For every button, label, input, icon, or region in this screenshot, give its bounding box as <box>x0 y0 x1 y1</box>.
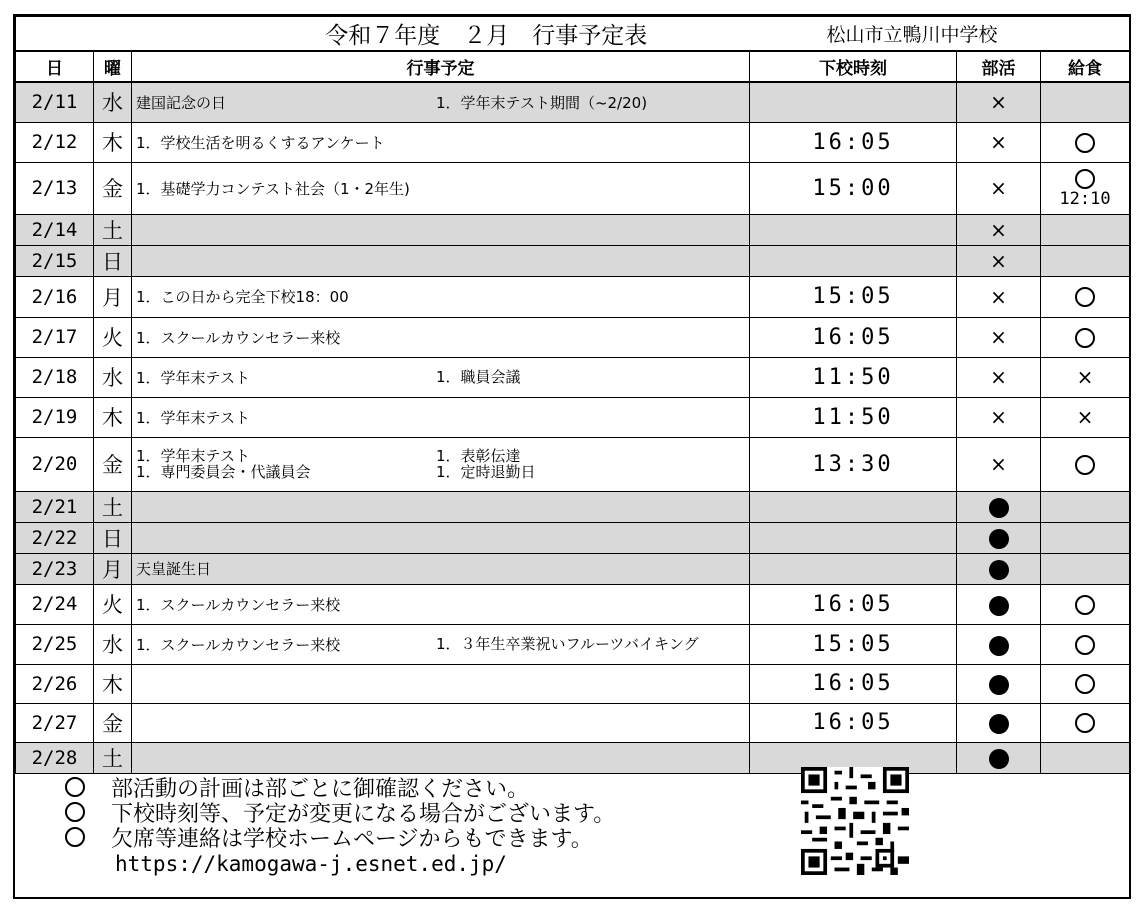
events-cell <box>132 317 750 357</box>
club-cross-icon: × <box>990 405 1007 429</box>
club-activity-cell <box>957 245 1041 276</box>
date-cell: 2/28 <box>16 742 94 773</box>
events-cell <box>132 553 750 584</box>
event-text: 1．この日から完全下校18：00 <box>136 288 349 307</box>
events-cell <box>132 437 750 491</box>
event-text: 1．表彰伝達 <box>436 447 521 465</box>
events-primary-lines <box>136 95 226 111</box>
club-cross-icon: × <box>990 248 1007 273</box>
event-text: 建国記念の日 <box>136 94 227 112</box>
lunch-circle-icon <box>1075 595 1095 615</box>
club-filled-circle-icon <box>989 596 1009 616</box>
events-cell <box>132 664 750 703</box>
weekday-cell: 土 <box>94 742 132 773</box>
events-primary <box>136 714 436 732</box>
events-primary <box>136 368 436 386</box>
events-cell <box>132 491 750 522</box>
school-lunch-cell <box>1041 397 1130 437</box>
event-text: 1．学年末テスト <box>136 408 250 427</box>
lunch-circle-icon <box>1075 713 1095 733</box>
club-activity-cell <box>957 317 1041 357</box>
events-cell <box>132 703 750 742</box>
events-cell <box>132 522 750 553</box>
event-text: 1．学年末テスト <box>136 447 250 465</box>
table-row <box>16 624 1130 664</box>
dismissal-time-cell: 13:30 <box>750 437 957 491</box>
date-cell: 2/12 <box>16 122 94 162</box>
weekday-cell: 水 <box>94 357 132 397</box>
club-activity-cell <box>957 553 1041 584</box>
events-primary-lines <box>136 448 311 480</box>
events-primary <box>136 328 436 346</box>
events-cell <box>132 624 750 664</box>
school-lunch-cell <box>1041 553 1130 584</box>
table-row <box>16 162 1130 214</box>
school-lunch-cell <box>1041 491 1130 522</box>
club-activity-cell <box>957 397 1041 437</box>
date-cell: 2/26 <box>16 664 94 703</box>
club-activity-cell <box>957 624 1041 664</box>
schedule-sheet <box>13 14 1131 899</box>
weekday-cell: 水 <box>94 82 132 122</box>
event-text: 1．学年末テスト期間（~2/20) <box>436 93 648 112</box>
club-filled-circle-icon <box>989 714 1009 734</box>
table-row <box>16 317 1130 357</box>
lunch-cross-icon: × <box>1076 405 1094 429</box>
table-row <box>16 122 1130 162</box>
table-row <box>16 245 1130 276</box>
dismissal-time-cell: 16:05 <box>750 317 957 357</box>
table-row <box>16 397 1130 437</box>
dismissal-time-cell: 11:50 <box>750 397 957 437</box>
school-lunch-cell <box>1041 703 1130 742</box>
schedule-rows <box>16 82 1130 773</box>
dismissal-time-cell <box>750 553 957 584</box>
event-text: 1．学校生活を明るくするアンケート <box>136 133 385 152</box>
date-cell: 2/21 <box>16 491 94 522</box>
schedule-table <box>15 16 1130 774</box>
events-secondary <box>436 369 521 385</box>
events-primary-lines <box>136 637 340 653</box>
school-lunch-cell <box>1041 245 1130 276</box>
weekday-cell: 土 <box>94 214 132 245</box>
events-primary <box>136 288 436 306</box>
school-lunch-cell <box>1041 624 1130 664</box>
date-cell: 2/18 <box>16 357 94 397</box>
event-text: 1．３年生卒業祝いフルーツバイキング <box>436 635 699 654</box>
events-primary-lines <box>136 597 340 613</box>
weekday-cell: 金 <box>94 437 132 491</box>
note-text: 部活動の計画は部ごとに御確認ください。 <box>111 777 530 802</box>
events-primary-lines <box>136 181 410 197</box>
date-cell: 2/14 <box>16 214 94 245</box>
event-text: 1．スクールカウンセラー来校 <box>136 328 341 347</box>
dismissal-time-cell <box>750 82 957 122</box>
date-cell: 2/27 <box>16 703 94 742</box>
date-cell: 2/23 <box>16 553 94 584</box>
table-row <box>16 522 1130 553</box>
event-text: 1．専門委員会・代議員会 <box>136 463 311 481</box>
club-cross-icon: × <box>990 130 1007 154</box>
col-header-dismissal: 下校時刻 <box>750 51 957 82</box>
qr-code-icon[interactable] <box>801 762 909 880</box>
events-cell <box>132 357 750 397</box>
weekday-cell: 水 <box>94 624 132 664</box>
table-row <box>16 491 1130 522</box>
lunch-cross-icon: × <box>1076 365 1094 389</box>
club-filled-circle-icon <box>989 560 1009 580</box>
club-filled-circle-icon <box>989 498 1009 518</box>
date-cell: 2/19 <box>16 397 94 437</box>
weekday-cell: 木 <box>94 664 132 703</box>
table-row <box>16 553 1130 584</box>
club-activity-cell <box>957 122 1041 162</box>
school-lunch-cell <box>1041 214 1130 245</box>
column-header-row <box>16 51 1130 82</box>
club-activity-cell <box>957 82 1041 122</box>
club-filled-circle-icon <box>989 529 1009 549</box>
club-activity-cell <box>957 584 1041 624</box>
events-primary <box>136 94 436 112</box>
lunch-circle-icon <box>1075 328 1095 348</box>
lunch-time-note: 12:10 <box>1059 188 1111 209</box>
school-lunch-cell <box>1041 162 1130 214</box>
lunch-circle-icon <box>1075 287 1095 307</box>
weekday-cell: 火 <box>94 584 132 624</box>
weekday-cell: 土 <box>94 491 132 522</box>
event-text: 天皇誕生日 <box>136 560 212 579</box>
table-row <box>16 584 1130 624</box>
date-cell: 2/25 <box>16 624 94 664</box>
dismissal-time-cell <box>750 491 957 522</box>
events-cell <box>132 584 750 624</box>
school-lunch-cell <box>1041 122 1130 162</box>
table-row <box>16 437 1130 491</box>
club-activity-cell <box>957 437 1041 491</box>
club-cross-icon: × <box>990 365 1007 389</box>
weekday-cell: 日 <box>94 245 132 276</box>
club-cross-icon: × <box>990 284 1007 309</box>
note-item <box>65 776 529 804</box>
club-cross-icon: × <box>990 325 1007 349</box>
club-activity-cell <box>957 664 1041 703</box>
date-cell: 2/17 <box>16 317 94 357</box>
school-name-text: 松山市立鴨川中学校 <box>826 24 998 46</box>
club-activity-cell <box>957 162 1041 214</box>
dismissal-time-cell: 15:05 <box>750 624 957 664</box>
club-activity-cell <box>957 214 1041 245</box>
events-cell <box>132 122 750 162</box>
table-row <box>16 82 1130 122</box>
events-cell <box>132 397 750 437</box>
weekday-cell: 日 <box>94 522 132 553</box>
events-cell <box>132 82 750 122</box>
school-lunch-cell <box>1041 584 1130 624</box>
dismissal-time-cell <box>750 214 957 245</box>
events-cell <box>132 245 750 276</box>
circle-bullet-icon <box>65 827 85 847</box>
school-lunch-cell <box>1041 276 1130 317</box>
club-cross-icon: × <box>990 176 1007 200</box>
events-primary <box>136 529 436 547</box>
date-cell: 2/11 <box>16 82 94 122</box>
dismissal-time-cell: 16:05 <box>750 122 957 162</box>
table-row <box>16 276 1130 317</box>
club-activity-cell <box>957 357 1041 397</box>
events-primary-lines <box>136 135 385 151</box>
dismissal-time-cell: 16:05 <box>750 703 957 742</box>
note-item <box>65 826 593 854</box>
event-text: 1．スクールカウンセラー来校 <box>136 635 341 654</box>
events-secondary <box>436 636 699 652</box>
school-lunch-cell <box>1041 437 1130 491</box>
events-primary-lines <box>136 330 340 346</box>
events-primary-lines <box>136 410 250 426</box>
school-lunch-cell <box>1041 317 1130 357</box>
event-text: 1．定時退勤日 <box>436 463 536 481</box>
events-primary <box>136 221 436 239</box>
lunch-circle-icon <box>1075 674 1095 694</box>
events-primary-lines <box>136 289 349 305</box>
events-primary <box>136 252 436 270</box>
weekday-cell: 火 <box>94 317 132 357</box>
col-header-lunch: 給食 <box>1041 51 1130 82</box>
table-row <box>16 664 1130 703</box>
club-cross-icon: × <box>990 452 1007 476</box>
events-cell <box>132 162 750 214</box>
club-activity-cell <box>957 276 1041 317</box>
date-cell: 2/13 <box>16 162 94 214</box>
events-primary-lines <box>136 561 211 577</box>
dismissal-time-cell <box>750 522 957 553</box>
col-header-club: 部活 <box>957 51 1041 82</box>
club-filled-circle-icon <box>989 636 1009 656</box>
dismissal-time-cell: 11:50 <box>750 357 957 397</box>
events-primary <box>136 448 436 480</box>
date-cell: 2/15 <box>16 245 94 276</box>
page-title: 令和７年度 ２月 行事予定表 <box>16 17 957 52</box>
events-cell <box>132 276 750 317</box>
events-cell <box>132 214 750 245</box>
date-cell: 2/22 <box>16 522 94 553</box>
note-text: 下校時刻等、予定が変更になる場合がございます。 <box>111 802 616 827</box>
lunch-circle-icon <box>1075 169 1095 189</box>
events-primary <box>136 179 436 197</box>
date-cell: 2/24 <box>16 584 94 624</box>
dismissal-time-cell <box>750 245 957 276</box>
date-cell: 2/16 <box>16 276 94 317</box>
events-primary <box>136 635 436 653</box>
weekday-cell: 金 <box>94 162 132 214</box>
date-cell: 2/20 <box>16 437 94 491</box>
events-primary <box>136 560 436 578</box>
school-name <box>826 17 1130 52</box>
weekday-cell: 月 <box>94 276 132 317</box>
school-url-link[interactable]: https://kamogawa-j.esnet.ed.jp/ <box>115 852 507 876</box>
club-filled-circle-icon <box>989 675 1009 695</box>
lunch-circle-icon <box>1075 133 1095 153</box>
dismissal-time-cell: 16:05 <box>750 584 957 624</box>
events-primary <box>136 675 436 693</box>
weekday-cell: 木 <box>94 397 132 437</box>
school-lunch-cell <box>1041 522 1130 553</box>
dismissal-time-cell: 15:00 <box>750 162 957 214</box>
dismissal-time-cell: 15:05 <box>750 276 957 317</box>
events-primary <box>136 498 436 516</box>
event-text: 1．スクールカウンセラー来校 <box>136 595 341 614</box>
col-header-events: 行事予定 <box>132 51 750 82</box>
weekday-cell: 木 <box>94 122 132 162</box>
school-lunch-cell <box>1041 82 1130 122</box>
club-activity-cell <box>957 522 1041 553</box>
school-lunch-cell <box>1041 664 1130 703</box>
event-text: 1．基礎学力コンテスト社会（1・2年生) <box>136 179 410 198</box>
col-header-date: 日 <box>16 51 94 82</box>
events-primary-lines <box>136 370 250 386</box>
col-header-weekday: 曜 <box>94 51 132 82</box>
events-secondary <box>436 95 647 111</box>
table-row <box>16 214 1130 245</box>
table-row <box>16 357 1130 397</box>
note-item <box>65 801 615 829</box>
circle-bullet-icon <box>65 777 85 797</box>
events-primary <box>136 595 436 613</box>
events-primary <box>136 133 436 151</box>
club-cross-icon: × <box>990 90 1007 115</box>
event-text: 1．学年末テスト <box>136 368 250 387</box>
footer-notes <box>15 756 1129 897</box>
club-cross-icon: × <box>990 217 1007 242</box>
circle-bullet-icon <box>65 802 85 822</box>
lunch-circle-icon <box>1075 635 1095 655</box>
weekday-cell: 月 <box>94 553 132 584</box>
dismissal-time-cell: 16:05 <box>750 664 957 703</box>
school-lunch-cell <box>1041 357 1130 397</box>
note-text: 欠席等連絡は学校ホームページからもできます。 <box>111 827 593 852</box>
events-secondary <box>436 448 536 480</box>
events-primary <box>136 408 436 426</box>
weekday-cell: 金 <box>94 703 132 742</box>
lunch-circle-icon <box>1075 455 1095 475</box>
event-text: 1．職員会議 <box>436 368 521 387</box>
club-activity-cell <box>957 703 1041 742</box>
club-activity-cell <box>957 491 1041 522</box>
table-row <box>16 703 1130 742</box>
